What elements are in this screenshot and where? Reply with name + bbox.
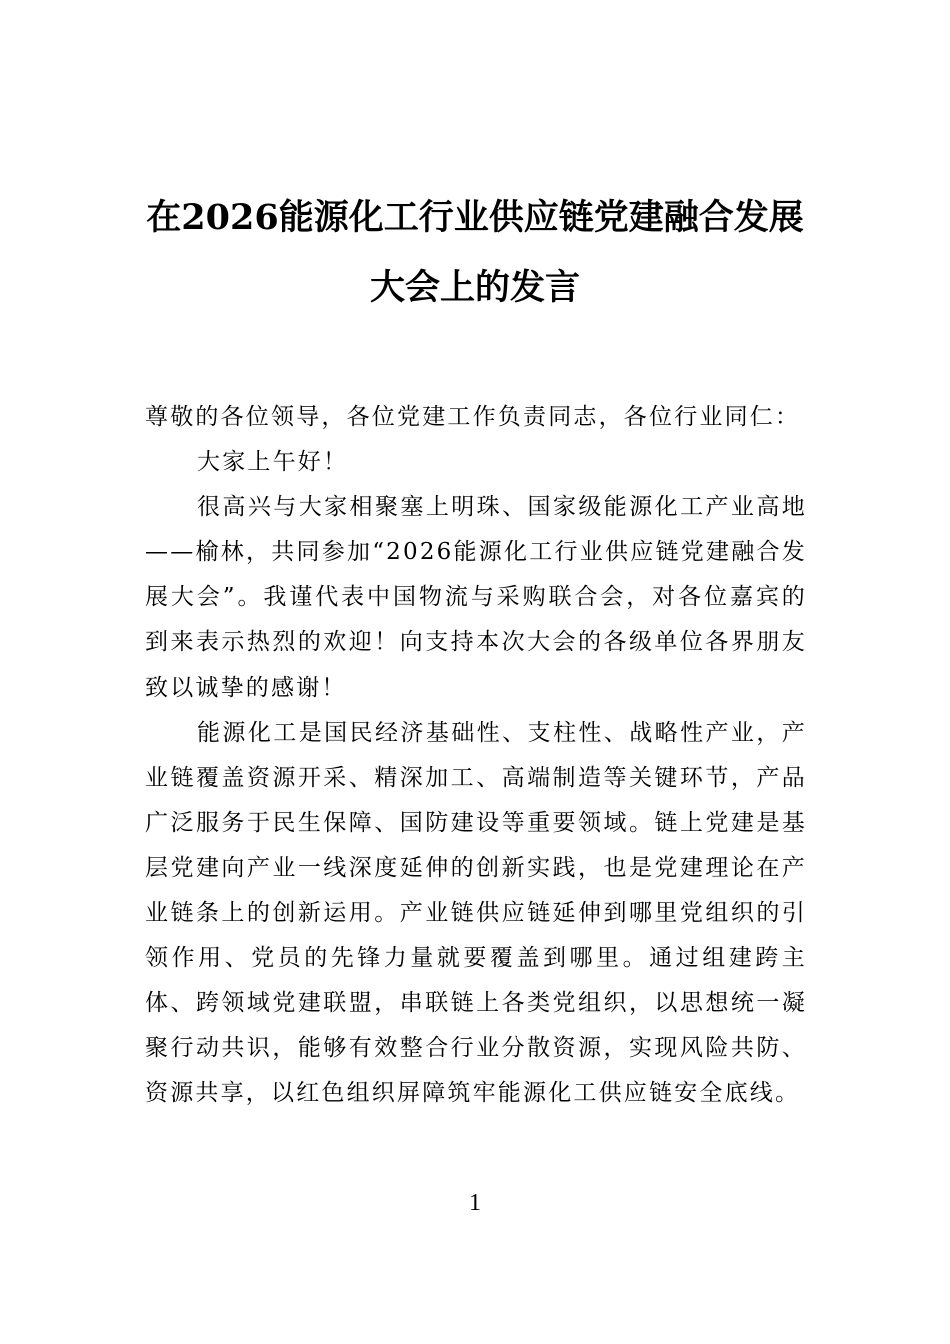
document-body	[145, 395, 807, 1117]
welcome-paragraph: 很高兴与大家相聚塞上明珠、国家级能源化工产业高地——榆林，共同参加“2026能源化工行业供应链党建融合发展大会”。我谨代表中国物流与采购联合会，对各位嘉宾的到来表示热烈的欢迎！向支持本次大会的各级单位各界朋友致以诚挚的感谢！	[145, 494, 807, 701]
page-number: 1	[469, 1190, 481, 1216]
industry-paragraph: 能源化工是国民经济基础性、支柱性、战略性产业，产业链覆盖资源开采、精深加工、高端制造等关键环节，产品广泛服务于民生保障、国防建设等重要领域。链上党建是基层党建向产业一线深度延伸的创新实践，也是党建理论在产业链条上的创新运用。产业链供应链延伸到哪里党组织的引领作用、党员的先锋力量就要覆盖到哪里。通过组建跨主体、跨领域党建联盟，串联链上各类党组织，以思想统一凝聚行动共识，能够有效整合行业分散资源，实现风险共防、资源共享，以红色组织屏障筑牢能源化工供应链安全底线。	[145, 719, 807, 1107]
salutation: 尊敬的各位领导，各位党建工作负责同志，各位行业同仁：	[145, 404, 801, 430]
document-title-line-2: 大会上的发言	[369, 267, 580, 308]
greeting-paragraph: 大家上午好！	[197, 449, 349, 476]
document-title-line-1: 在2026能源化工行业供应链党建融合发展	[146, 197, 804, 238]
